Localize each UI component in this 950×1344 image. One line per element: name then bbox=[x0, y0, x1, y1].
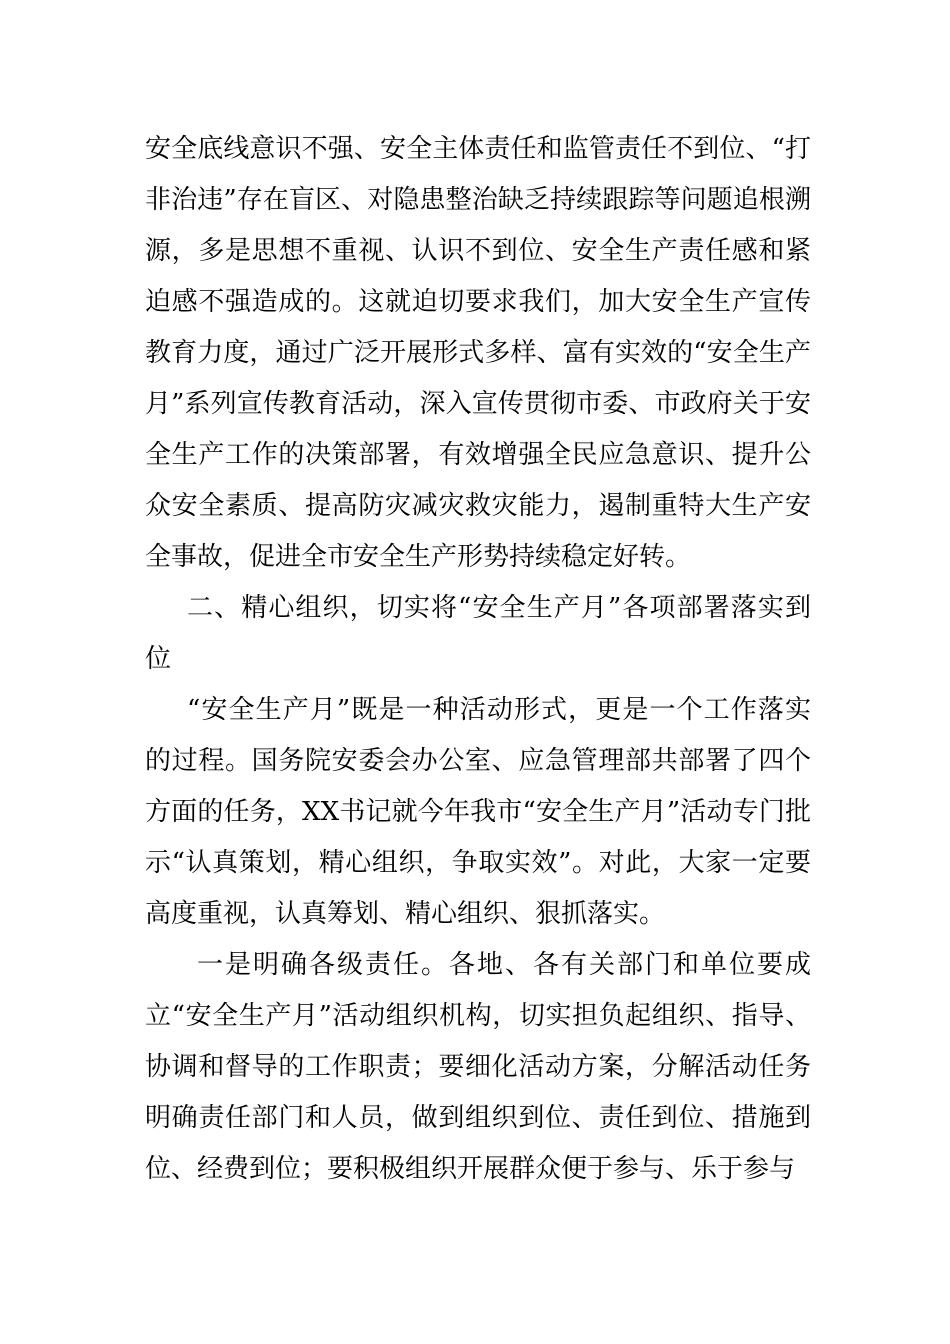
paragraph-body: 一是明确各级责任。各地、各有关部门和单位要成立“安全生产月”活动组织机构，切实担负起组织、指导、协调和督导的工作职责；要细化活动方案，分解活动任务明确责任部门和人员，做到组织到位、责任到位、措施到位、经费到位；要积极组织开展群众便于参与、乐于参与 bbox=[145, 950, 811, 1184]
document-body bbox=[145, 124, 811, 1195]
paragraph-body: “安全生产月”既是一种活动形式，更是一个工作落实的过程。国务院安委会办公室、应急管理部共部署了四个方面的任务，XX书记就今年我市“安全生产月”活动专门批示“认真策划，精心组织，争取实效”。对此，大家一定要高度重视，认真筹划、精心组织、狠抓落实。 bbox=[145, 695, 811, 929]
paragraph-continuation: 安全底线意识不强、安全主体责任和监管责任不到位、“打非治违”存在盲区、对隐患整治缺乏持续跟踪等问题追根溯源，多是思想不重视、认识不到位、安全生产责任感和紧迫感不强造成的。这就迫切要求我们，加大安全生产宣传教育力度，通过广泛开展形式多样、富有实效的“安全生产月”系列宣传教育活动，深入宣传贯彻市委、市政府关于安全生产工作的决策部署，有效增强全民应急意识、提升公众安全素质、提高防灾减灾救灾能力，遏制重特大生产安全事故，促进全市安全生产形势持续稳定好转。 bbox=[145, 134, 811, 572]
section-heading: 二、精心组织，切实将“安全生产月”各项部署落实到位 bbox=[145, 593, 811, 674]
